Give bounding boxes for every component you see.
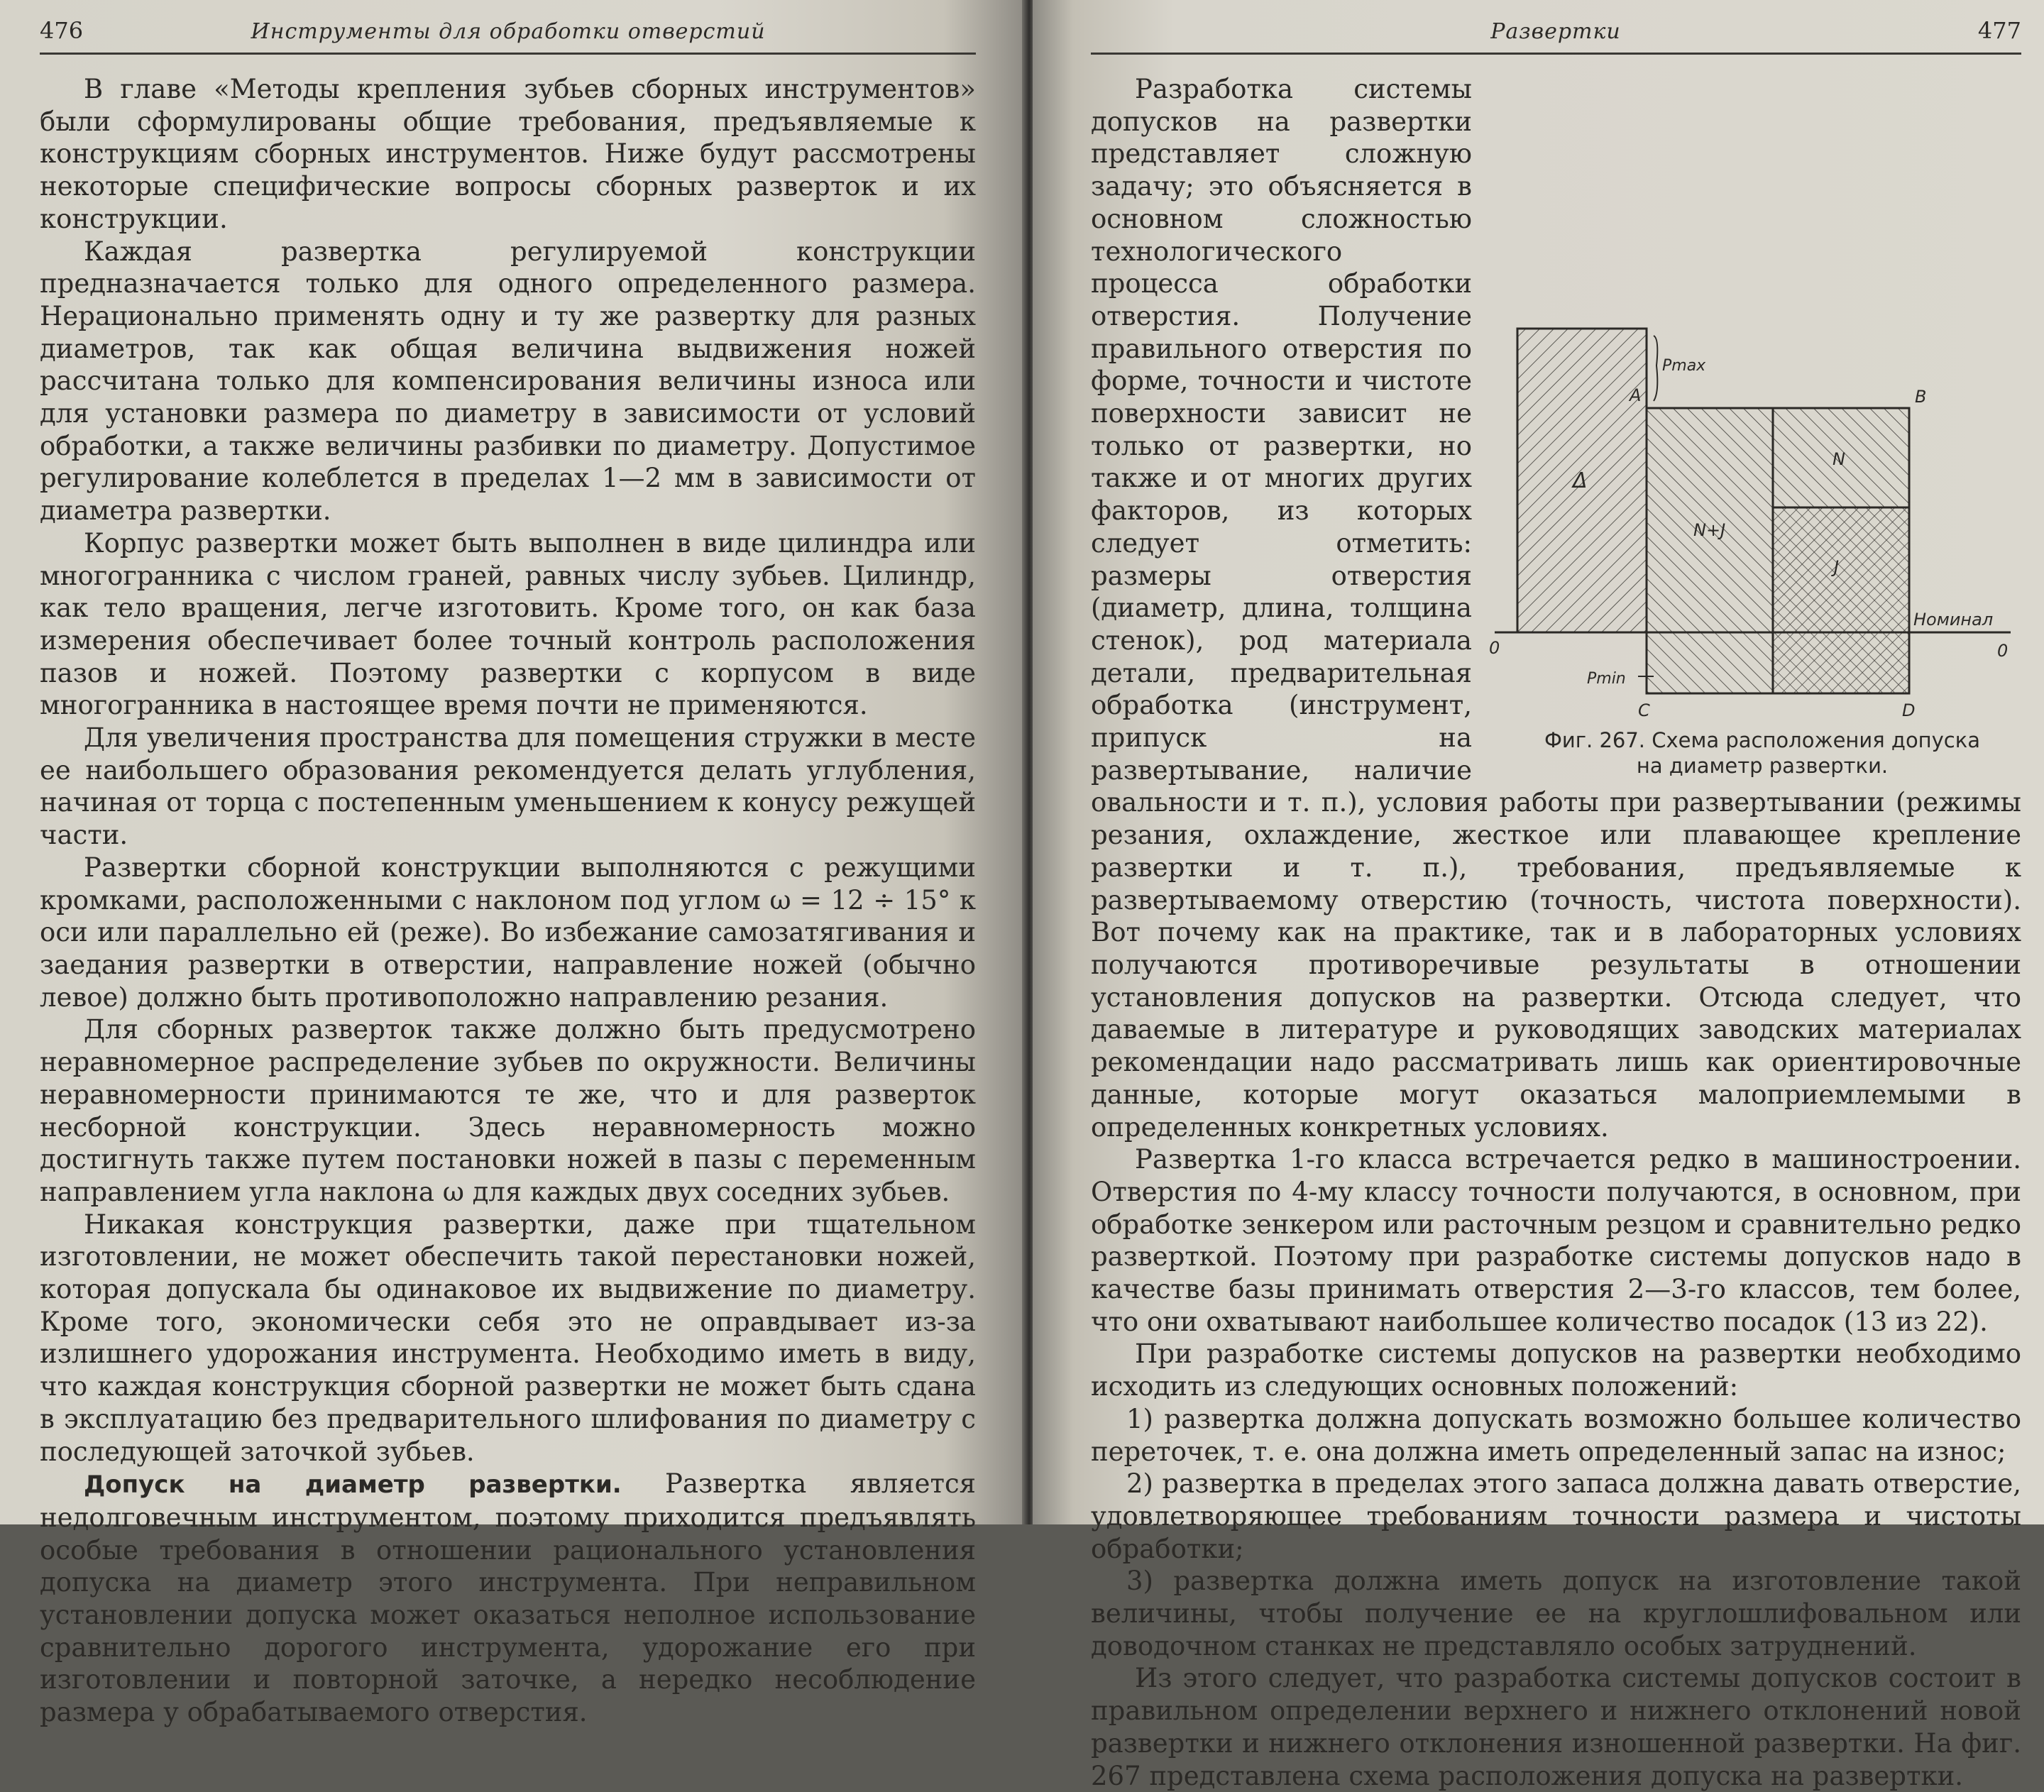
label-n-plus-j: N+J <box>1693 520 1726 540</box>
label-nominal: Номинал <box>1913 610 1994 630</box>
right-body-text <box>1091 73 2021 1792</box>
tolerance-diagram <box>1489 323 2035 725</box>
label-a: A <box>1630 385 1642 405</box>
list-item: 1) развертка должна допускать возможно большее количество переточек, т. е. она должна иметь определенный запас на износ; <box>1091 1403 2021 1467</box>
paragraph: Корпус развертки может быть выполнен в виде цилиндра или многогранника с числом граней, равных числу зубьев. Цилиндр, как тело вращения, легче изготовить. Кроме того, он как база измерения обеспечивает более точный контроль расположения пазов и ножей. Поэтому развертки с корпусом в виде многогранника в настоящее время почти не применяются. <box>40 527 976 721</box>
label-d: D <box>1902 700 1916 720</box>
paragraph: При разработке системы допусков на развертки необходимо исходить из следующих основных положений: <box>1091 1338 2021 1402</box>
paragraph: Никакая конструкция развертки, даже при тщательном изготовлении, не может обеспечить такой перестановки ножей, которая допускала бы одинаковое их выдвижение по диаметру. Кроме того, экономически себя это не оправдывает из-за излишнего удорожания инструмента. Необходимо иметь в виду, что каждая конструкция сборной развертки не может быть сдана в эксплуатацию без предварительного шлифования по диаметру с последующей заточкой зубьев. <box>40 1209 976 1467</box>
run-in-text: Развертка является недолговечным инструментом, поэтому приходится предъявлять особые требования в отношении рационального установления допуска на диаметр этого инструмента. При неправильном установлении допуска может оказаться неполное использование сравнительно дорогого инструмента, удорожание его при изготовлении и повторной заточке, а нередко несоблюдение размера у обрабатываемого отверстия. <box>40 1468 977 1728</box>
below-nominal-left <box>1647 632 1773 693</box>
pmax-brace <box>1654 336 1657 401</box>
label-n: N <box>1833 449 1845 469</box>
right-page-number: 477 <box>1977 17 2021 44</box>
figure-caption-line-2: на диаметр развертки. <box>1636 754 1889 778</box>
left-body-text <box>40 73 976 1729</box>
paragraph: Разработка системы допусков на развертки представляет сложную задачу; это объясняется в основном сложностью технологического процесса обработки отверстия. Получение правильного отверстия по форме, точности и чистоте поверхности зависит не только от развертки, но также и от многих других факторов, из которых следует отметить: размеры отверстия (диаметр, длина, толщина стенок), род материала детали, предварительная обработка (инструмент, припуск на развертывание, наличие овальности и т. п.), условия работы при развертывании (режимы резания, охлаждение, жесткое или плавающее крепление развертки и т. п.), требования, предъявляемые к развертываемому отверстию (точность, чистота поверхности). Вот почему как на практике, так и в лабораторных условиях получаются противоречивые результаты в отношении установления допусков на развертки. Отсюда следует, что даваемые в литературе и руководящих заводских материалах рекомендации надо рассматривать лишь как ориентировочные данные, которые могут оказаться малоприемлемыми в определенных конкретных условиях. <box>1091 74 2021 1143</box>
label-pmin: Pmin <box>1587 670 1626 688</box>
paragraph: Каждая развертка регулируемой конструкции предназначается только для одного определенного размера. Нерационально применять одну и ту же развертку для разных диаметров, так как общая величина выдвижения ножей рассчитана только для компенсирования величины износа или для установки размера по диаметру в зависимости от условий обработки, а также величины разбивки по диаметру. Допустимое регулирование колеблется в пределах 1—2 мм в зависимости от диаметра развертки. <box>40 236 976 527</box>
paragraph: Для сборных разверток также должно быть предусмотрено неравномерное распределение зубьев по окружности. Величины неравномерности принимаются те же, что и для разверток несборной конструкции. Здесь неравномерность можно достигнуть также путем постановки ножей в пазы с переменным направлением угла наклона ω для каждых двух соседних зубьев. <box>40 1014 976 1207</box>
paragraph: Для увеличения пространства для помещения стружки в месте ее наибольшего образования рекомендуется делать углубления, начиная от торца с постепенным уменьшением к конусу режущей части. <box>40 722 976 851</box>
label-b: B <box>1915 387 1927 407</box>
label-pmax: Pmax <box>1662 357 1706 375</box>
run-in-heading: Допуск на диаметр развертки. <box>84 1471 622 1500</box>
list-item: 2) развертка в пределах этого запаса должна давать отверстие, удовлетворяющее требованиям точности размера и чистоты обработки; <box>1091 1468 2021 1564</box>
left-running-head <box>40 16 976 55</box>
label-zero-left: 0 <box>1489 638 1500 658</box>
left-running-head-title: Инструменты для обработки отверстий <box>251 19 766 44</box>
label-j: J <box>1834 557 1840 577</box>
paragraph: В главе «Методы крепления зубьев сборных инструментов» были сформулированы общие требования, предъявляемые к конструкциям сборных инструментов. Ниже будут рассмотрены некоторые специфические вопросы сборных разверток и их конструкции. <box>40 74 976 234</box>
j-zone <box>1773 507 1909 632</box>
figure-caption <box>1489 727 2035 779</box>
label-c: C <box>1638 700 1650 720</box>
below-nominal-right <box>1773 632 1909 693</box>
left-page-number: 476 <box>40 17 84 44</box>
list-item: 3) развертка должна иметь допуск на изготовление такой величины, чтобы получение ее на круглошлифовальном или доводочном станках не представляло особых затруднений. <box>1091 1566 2021 1661</box>
label-zero-right: 0 <box>1997 641 2009 661</box>
paragraph: Из этого следует, что разработка системы допусков состоит в правильном определении верхнего и нижнего отклонений новой развертки и нижнего отклонения изношенной развертки. На фиг. 267 представлена схема расположения допуска на развертки. <box>1091 1663 2021 1791</box>
figure-caption-line-1: Фиг. 267. Схема расположения допуска <box>1544 728 1981 752</box>
right-page <box>1033 0 2044 1791</box>
figure-267 <box>1489 323 2035 779</box>
left-page <box>0 0 1026 1728</box>
right-running-head <box>1091 16 2021 55</box>
right-running-head-title: Развертки <box>1490 19 1621 44</box>
paragraph: Развертки сборной конструкции выполняются с режущими кромками, расположенными с наклоном под углом ω = 12 ÷ 15° к оси или параллельно ей (реже). Во избежание самозатягивания и заедания развертки в отверстии, направление ножей (обычно левое) должно быть противоположно направлению резания. <box>40 852 976 1013</box>
label-delta: Δ <box>1573 468 1588 493</box>
paragraph: Развертка 1-го класса встречается редко в машиностроении. Отверстия по 4-му классу точности получаются, в основном, при обработке зенкером или расточным резцом и сравнительно редко разверткой. Поэтому при разработке системы допусков надо в качестве базы принимать отверстия 2—3-го классов, тем более, что они охватывают наибольшее количество посадок (13 из 22). <box>1091 1144 2021 1337</box>
paragraph-tolerance <box>40 1468 976 1729</box>
